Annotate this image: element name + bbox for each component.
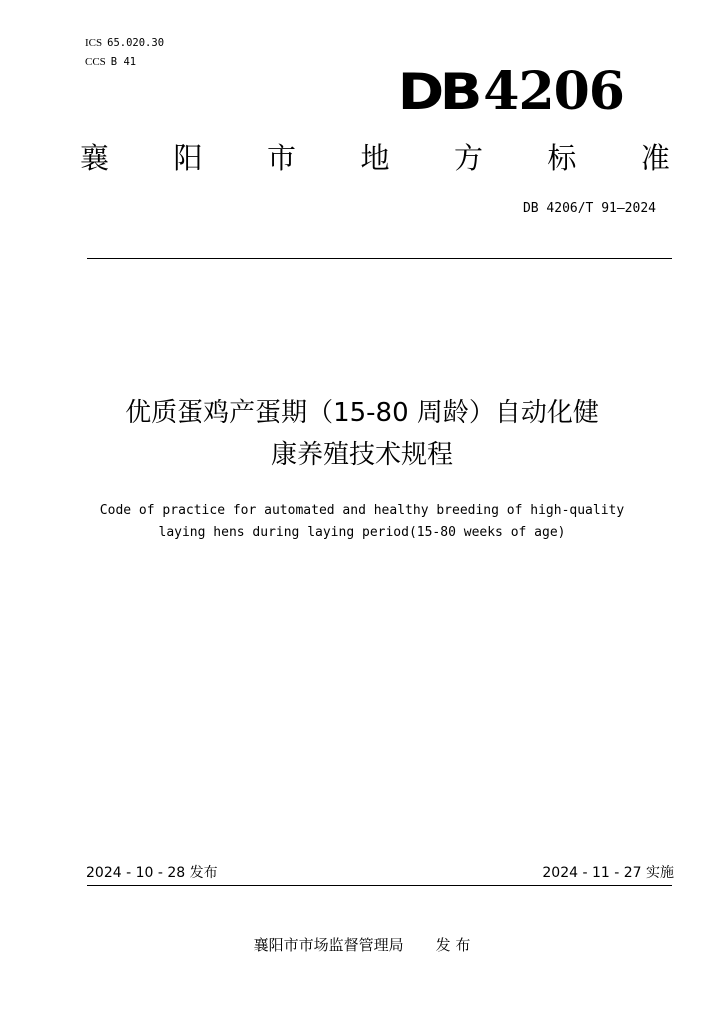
db-standard-mark <box>397 61 624 122</box>
standard-type-char: 襄 <box>80 141 110 175</box>
standard-type-char: 准 <box>640 141 670 175</box>
title-en-line-1: Code of practice for automated and healthy breeding of high-quality <box>99 503 625 518</box>
ccs-code: B 41 <box>110 56 137 68</box>
standard-type-char: 方 <box>453 141 483 175</box>
standard-type-title <box>80 138 670 178</box>
document-title-english <box>60 500 664 544</box>
db-code: 4206 <box>483 61 624 122</box>
standard-type-char: 市 <box>266 141 296 175</box>
title-cn-line-1: 优质蛋鸡产蛋期（15-80 周龄）自动化健 <box>125 398 599 428</box>
publisher-line <box>60 934 664 956</box>
title-cn-line-2: 康养殖技术规程 <box>270 440 453 470</box>
publish-label: 发 布 <box>435 936 471 954</box>
ics-label: ICS <box>85 37 103 49</box>
standard-type-char: 标 <box>547 141 577 175</box>
publisher-name: 襄阳市市场监督管理局 <box>253 936 404 954</box>
standard-type-char: 阳 <box>173 141 203 175</box>
document-title-chinese <box>60 392 664 476</box>
title-en-line-2: laying hens during laying period(15-80 weeks of age) <box>158 525 566 540</box>
ics-code: 65.020.30 <box>107 37 165 49</box>
ccs-classification <box>85 55 136 69</box>
bottom-divider <box>87 885 672 886</box>
standard-number: DB 4206/T 91—2024 <box>522 201 656 216</box>
standard-type-char: 地 <box>360 141 390 175</box>
top-divider <box>87 258 672 259</box>
ics-classification <box>85 36 164 50</box>
issue-date: 2024 - 10 - 28 发布 <box>86 865 218 881</box>
db-prefix: DB <box>397 63 478 121</box>
implementation-date: 2024 - 11 - 27 实施 <box>542 865 674 881</box>
ccs-label: CCS <box>85 56 106 68</box>
